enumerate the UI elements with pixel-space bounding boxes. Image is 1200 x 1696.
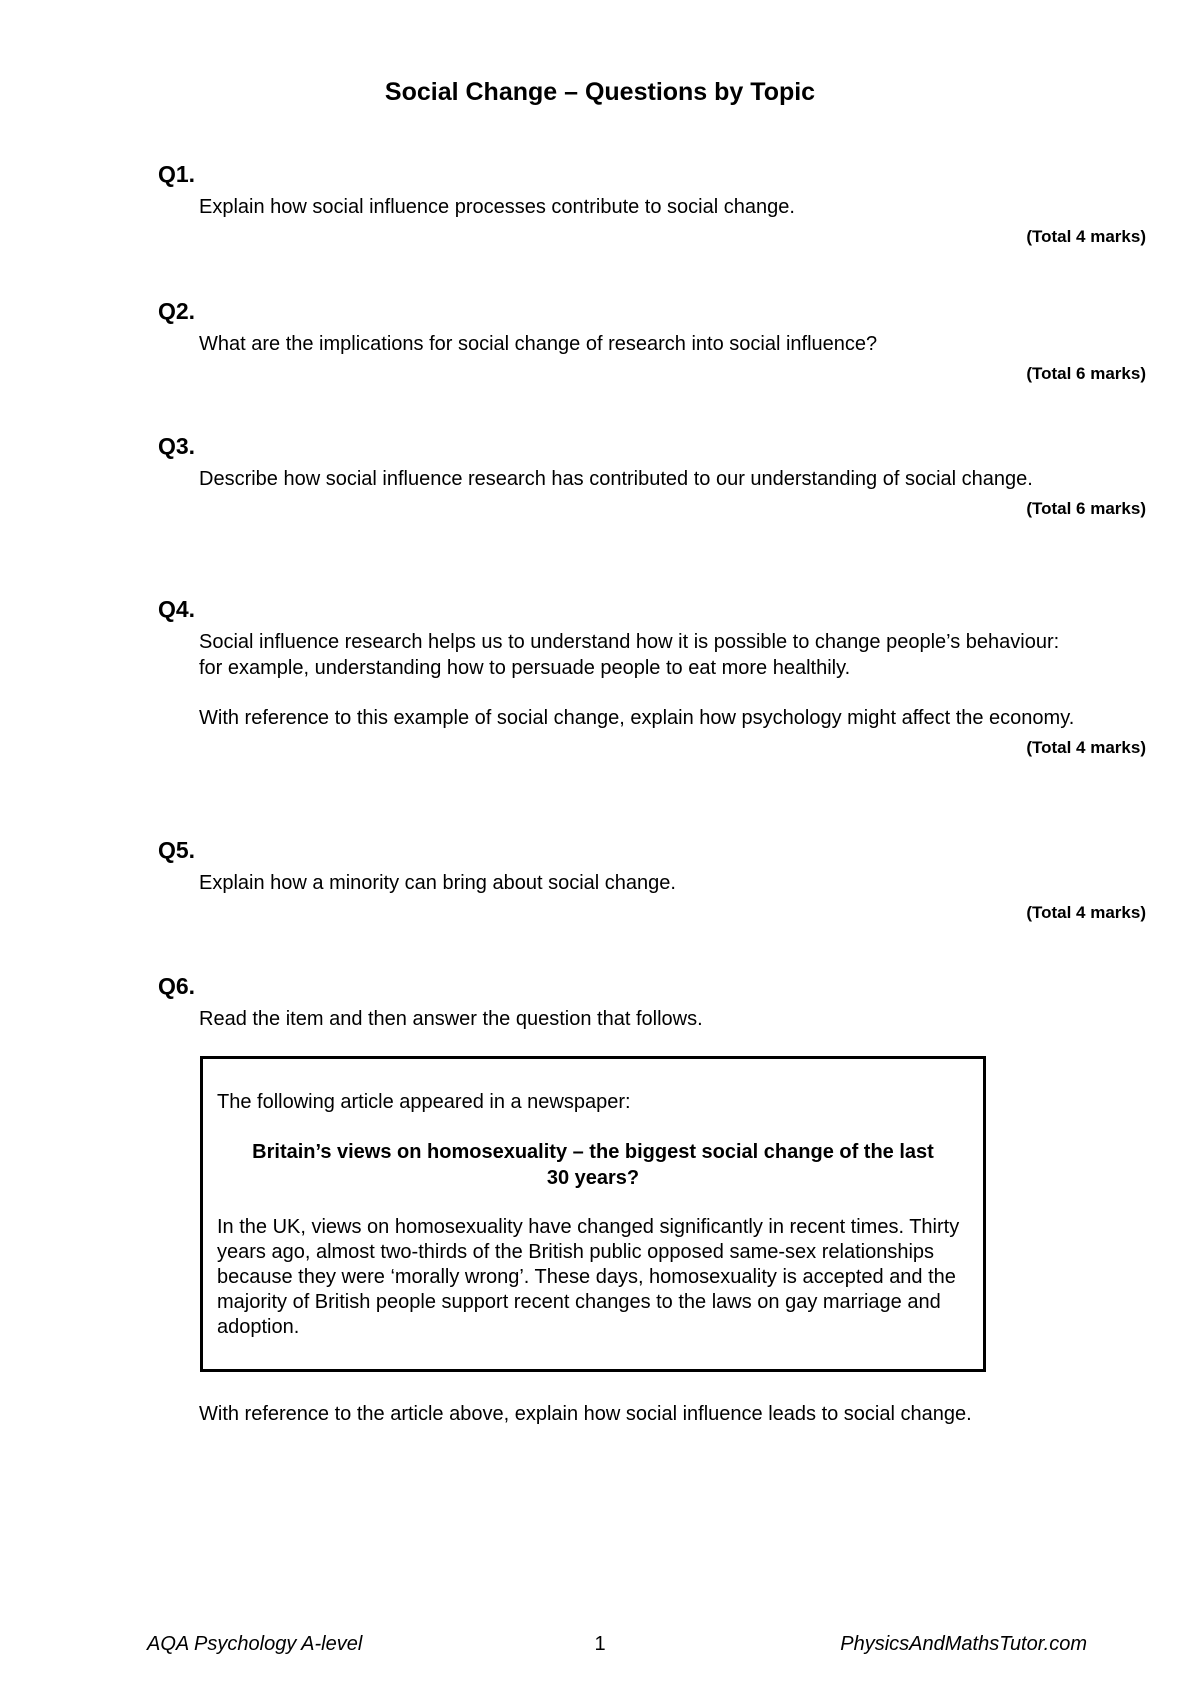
footer-page-number: 1	[594, 1633, 606, 1655]
question-5	[158, 836, 1146, 924]
question-number: Q3.	[158, 433, 196, 459]
footer-course: AQA Psychology A-level	[147, 1633, 363, 1655]
article-intro: The following article appeared in a newspaper:	[217, 1091, 631, 1113]
question-text: Social influence research helps us to understand how it is possible to change people’s behaviour: for example, understanding how to persuade people to eat more healthily.	[199, 631, 1060, 679]
question-number: Q4.	[158, 596, 196, 622]
footer-website: PhysicsAndMathsTutor.com	[840, 1633, 1087, 1655]
question-marks: (Total 4 marks)	[1026, 738, 1146, 757]
question-1	[158, 160, 1146, 248]
question-6	[158, 972, 1146, 1032]
question-number: Q1.	[158, 161, 196, 187]
question-number: Q5.	[158, 837, 196, 863]
question-text: Explain how a minority can bring about social change.	[199, 872, 676, 894]
article-body: In the UK, views on homosexuality have changed significantly in recent times. Thirty years ago, almost two-thirds of the British public opposed same-sex relationships because they were ‘morally wrong’. These days, homosexuality is accepted and the majority of British people support recent changes to the laws on gay marriage and adoption.	[217, 1216, 960, 1338]
question-number: Q2.	[158, 298, 196, 324]
question-marks: (Total 6 marks)	[1026, 499, 1146, 518]
question-text: Explain how social influence processes contribute to social change.	[199, 196, 795, 218]
question-2	[158, 297, 1146, 385]
page-title: Social Change – Questions by Topic	[384, 78, 816, 106]
question-marks: (Total 4 marks)	[1026, 903, 1146, 922]
follow-up-question: With reference to the article above, explain how social influence leads to social change.	[199, 1403, 972, 1425]
article-headline: Britain’s views on homosexuality – the biggest social change of the last 30 years?	[252, 1141, 934, 1189]
question-3	[158, 432, 1146, 520]
question-text: What are the implications for social change of research into social influence?	[199, 333, 878, 355]
question-text: Read the item and then answer the question that follows.	[199, 1008, 703, 1030]
question-marks: (Total 4 marks)	[1026, 227, 1146, 246]
article-box	[200, 1056, 986, 1372]
question-marks: (Total 6 marks)	[1026, 364, 1146, 383]
question-4	[158, 595, 1146, 759]
question-text: With reference to this example of social change, explain how psychology might affect the economy.	[199, 707, 1075, 729]
question-number: Q6.	[158, 973, 196, 999]
question-text: Describe how social influence research has contributed to our understanding of social change.	[199, 468, 1033, 490]
